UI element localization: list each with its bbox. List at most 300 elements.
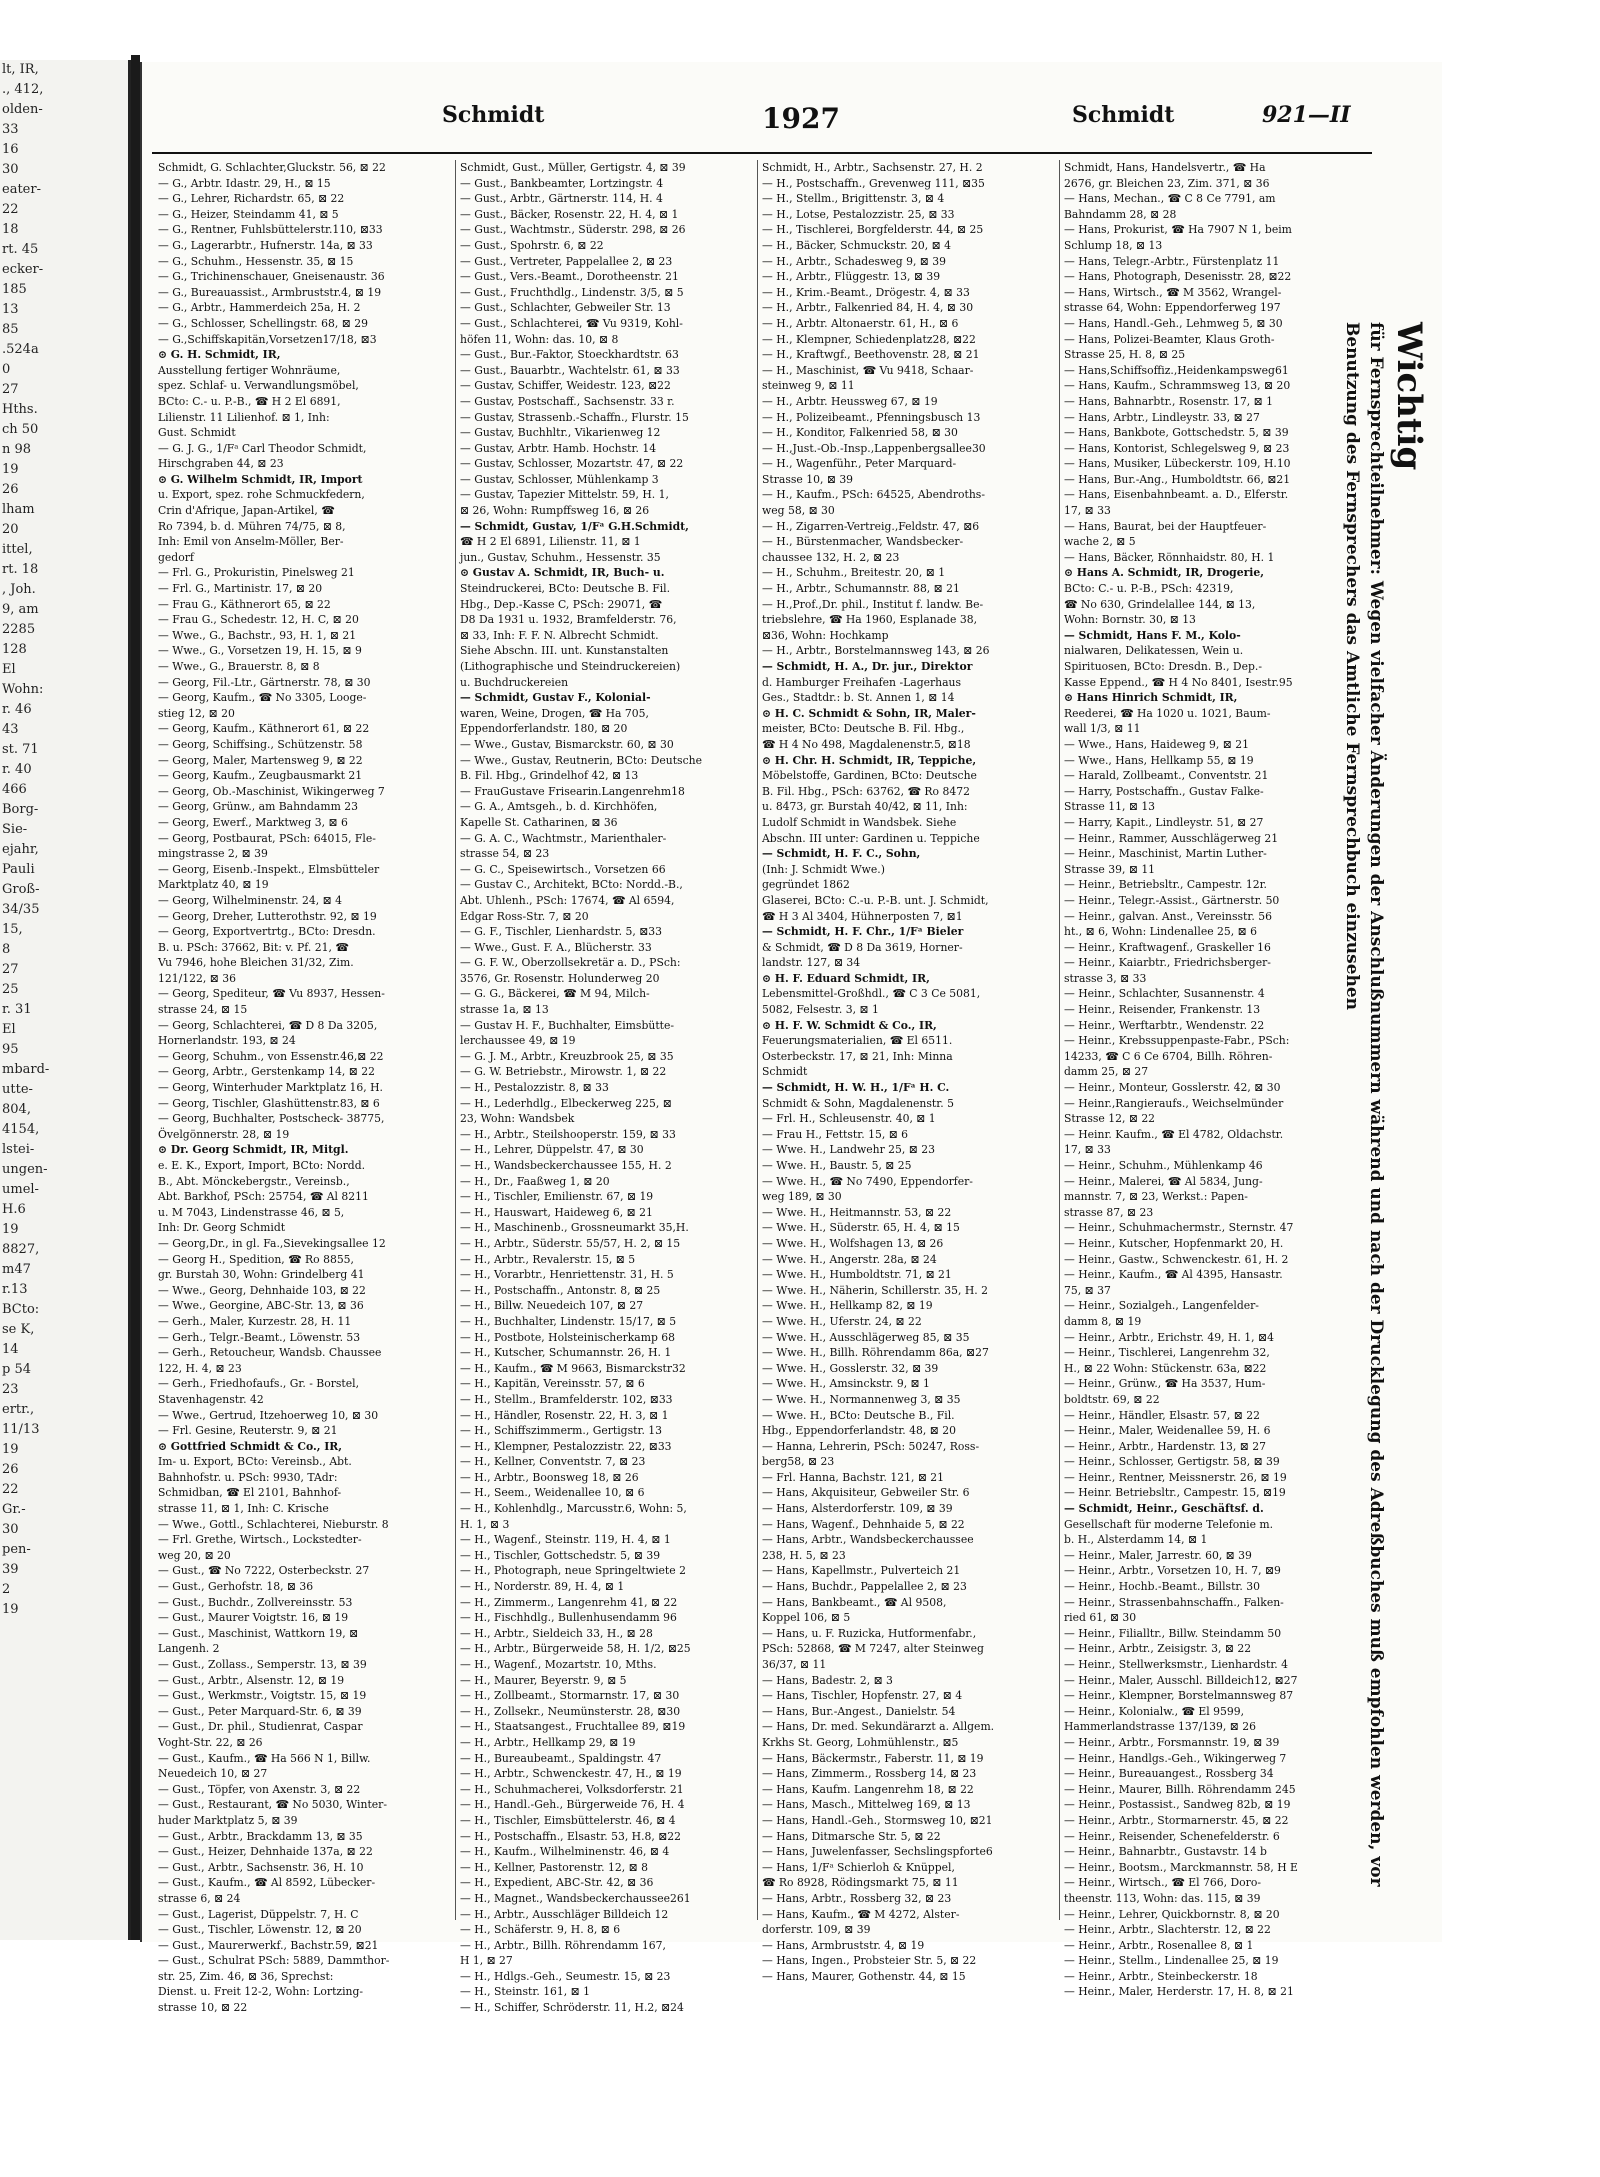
directory-entry-line: Crin d'Afrique, Japan-Artikel, ☎	[158, 504, 335, 518]
prev-page-fragment: ., 412,	[2, 82, 44, 97]
directory-entry-line: Gesellschaft für moderne Telefonie m.	[1064, 1517, 1274, 1531]
prev-page-fragment: 22	[2, 1482, 19, 1497]
directory-entry-line: — Gust., Bankbeamter, Lortzingstr. 4	[460, 176, 664, 190]
directory-entry-line: Abschn. III unter: Gardinen u. Teppiche	[762, 831, 980, 845]
directory-entry-line: Hirschgraben 44, ⊠ 23	[158, 457, 284, 471]
directory-entry-line: Koppel 106, ⊠ 5	[762, 1611, 851, 1625]
prev-page-fragment: p 54	[2, 1362, 31, 1377]
directory-entry-line: — Gust., Buchdr., Zollvereinsstr. 53	[158, 1595, 353, 1609]
directory-entry-line: — Hans, Photograph, Desenisstr. 28, ⊠22	[1064, 270, 1292, 284]
directory-entry-line: — H., Tischlerei, Borgfelderstr. 44, ⊠ 25	[762, 223, 984, 237]
directory-entry-line: Lebensmittel-Großhdl., ☎ C 3 Ce 5081,	[762, 987, 981, 1001]
directory-entry-line: — Gust., Bäcker, Rosenstr. 22, H. 4, ⊠ 1	[460, 207, 679, 221]
directory-entry-line: — Wwe. H., Süderstr. 65, H. 4, ⊠ 15	[762, 1221, 960, 1235]
prev-page-fragment: ertr.,	[2, 1402, 35, 1417]
directory-entry-line: — H., Maurer, Beyerstr. 9, ⊠ 5	[460, 1673, 627, 1687]
directory-entry-line: — H., Pestalozzistr. 8, ⊠ 33	[460, 1081, 609, 1095]
directory-entry-line: — Hans, Handl.-Geh., Stormsweg 10, ⊠21	[762, 1813, 993, 1827]
directory-entry-line: — Hans, Wirtsch., ☎ M 3562, Wrangel-	[1064, 285, 1282, 299]
directory-entry-line: — Hans, Bäckermstr., Faberstr. 11, ⊠ 19	[762, 1751, 984, 1765]
prev-page-fragment: Pauli	[2, 862, 35, 877]
directory-entry-line: 36/37, ⊠ 11	[762, 1658, 827, 1671]
directory-entry-line: höfen 11, Wohn: das. 10, ⊠ 8	[460, 332, 619, 346]
directory-entry-line: — Wwe., Gustav, Bismarckstr. 60, ⊠ 30	[460, 737, 674, 751]
directory-entry-line: ☎ H 3 Al 3404, Hühnerposten 7, ⊠1	[762, 909, 963, 923]
directory-entry-line: Schmidt, Gust., Müller, Gertigstr. 4, ⊠ 39	[460, 161, 686, 174]
header-left-name: Schmidt	[442, 102, 545, 128]
directory-entry-line: — H., Expedient, ABC-Str. 42, ⊠ 36	[460, 1876, 654, 1890]
directory-entry-line: Schlump 18, ⊠ 13	[1064, 238, 1163, 252]
directory-entry-line: — Frl. Hanna, Bachstr. 121, ⊠ 21	[762, 1470, 945, 1484]
directory-entry-line: — Heinr., Lehrer, Quickbornstr. 8, ⊠ 20	[1064, 1907, 1280, 1921]
directory-entry-line: — H., Arbtr., Bürgerweide 58, H. 1/2, ⊠25	[460, 1642, 691, 1656]
directory-entry-line: — Heinr., Maurer, Billh. Röhrendamm 245	[1064, 1782, 1296, 1796]
directory-entry-line: — Heinr., Stellm., Lindenallee 25, ⊠ 19	[1064, 1954, 1279, 1968]
prev-page-fragment: 0	[2, 362, 11, 377]
directory-entry-line: — Hans, Kaufm., ☎ M 4272, Alster-	[762, 1907, 960, 1921]
directory-entry-line: — Heinr., Schuhm., Mühlenkamp 46	[1064, 1159, 1263, 1172]
directory-entry-line: — G., Lagerarbtr., Hufnerstr. 14a, ⊠ 33	[158, 238, 373, 252]
prev-page-fragment: 804,	[2, 1102, 31, 1117]
directory-entry-line: — Hans, Alsterdorferstr. 109, ⊠ 39	[762, 1502, 953, 1516]
directory-entry-line: — Gust., Fruchthdlg., Lindenstr. 3/5, ⊠ 5	[460, 285, 684, 299]
directory-entry-line: — Hans, 1/Fᵃ Schierloh & Knüppel,	[762, 1860, 955, 1874]
directory-entry-line: — Heinr. Kaufm., ☎ El 4782, Oldachstr.	[1064, 1127, 1284, 1141]
directory-entry-line: — H., Tischler, Eimsbüttelerstr. 46, ⊠ 4	[460, 1813, 676, 1827]
prev-page-fragment: 43	[2, 722, 19, 737]
directory-entry-line: — Gust., Vers.-Beamt., Dorotheenstr. 21	[460, 270, 679, 284]
directory-entry-line: ⊙ Gustav A. Schmidt, IR, Buch- u.	[460, 566, 665, 580]
directory-entry-line: — G., Schlosser, Schellingstr. 68, ⊠ 29	[158, 316, 368, 330]
directory-entry-line: — H., Bureaubeamt., Spaldingstr. 47	[460, 1751, 662, 1765]
directory-entry-line: — Hans, Arbtr., Rossberg 32, ⊠ 23	[762, 1891, 952, 1905]
directory-entry-line: — Frau G., Käthnerort 65, ⊠ 22	[158, 597, 331, 611]
directory-entry-line: Lilienstr. 11 Lilienhof. ⊠ 1, Inh:	[158, 410, 330, 424]
directory-entry-line: — H., Kaufm., Wilhelminenstr. 46, ⊠ 4	[460, 1845, 670, 1859]
directory-entry-line: ⊙ Dr. Georg Schmidt, IR, Mitgl.	[158, 1143, 349, 1157]
prev-page-fragment: 34/35	[2, 902, 40, 917]
directory-entry-line: strasse 10, ⊠ 22	[158, 2001, 248, 2015]
prev-page-fragment: 16	[2, 142, 19, 157]
directory-entry-line: triebslehre, ☎ Ha 1960, Esplanade 38,	[762, 613, 978, 627]
directory-entry-line: gedorf	[158, 550, 194, 564]
directory-entry-line: Eppendorferlandstr. 180, ⊠ 20	[460, 722, 628, 736]
directory-entry-line: — Heinr., Kraftwagenf., Graskeller 16	[1064, 940, 1271, 954]
prev-page-fragment: 18	[2, 222, 19, 237]
directory-entry-line: strasse 1a, ⊠ 13	[460, 1003, 549, 1017]
directory-entry-line: — Georg, Eisenb.-Inspekt., Elmsbütteler	[158, 862, 380, 876]
directory-entry-line: ⊠ 33, Inh: F. F. N. Albrecht Schmidt.	[460, 628, 659, 642]
directory-entry-line: — G. J. G., 1/Fᵃ Carl Theodor Schmidt,	[158, 441, 367, 455]
directory-entry-line: — Harald, Zollbeamt., Conventstr. 21	[1064, 769, 1269, 783]
directory-entry-line: Siehe Abschn. III. unt. Kunstanstalten	[460, 644, 669, 658]
directory-entry-line: — Heinr. Betriebsltr., Campestr. 15, ⊠19	[1064, 1486, 1286, 1500]
directory-entry-line: — Heinr., Kaiarbtr., Friedrichsberger-	[1064, 956, 1271, 970]
directory-entry-line: — Heinr., Schlosser, Gertigstr. 58, ⊠ 39	[1064, 1455, 1280, 1469]
directory-entry-line: — Heinr., Arbtr., Forsmannstr. 19, ⊠ 39	[1064, 1735, 1280, 1749]
directory-entry-line: — Gust., Kaufm., ☎ Al 8592, Lübecker-	[158, 1876, 376, 1890]
directory-entry-line: H., ⊠ 22 Wohn: Stückenstr. 63a, ⊠22	[1064, 1361, 1267, 1375]
directory-entry-line: — Schmidt, H. A., Dr. jur., Direktor	[762, 660, 973, 673]
directory-entry-line: — Gerh., Friedhofaufs., Gr. - Borstel,	[158, 1377, 360, 1391]
directory-entry-line: — Wwe. H., Uferstr. 24, ⊠ 22	[762, 1314, 922, 1328]
directory-entry-line: — Heinr., Arbtr., Stormarnerstr. 45, ⊠ 22	[1064, 1813, 1289, 1827]
directory-entry-line: — H., Schuhmacherei, Volksdorferstr. 21	[460, 1782, 684, 1796]
directory-entry-line: & Schmidt, ☎ D 8 Da 3619, Horner-	[762, 940, 963, 954]
directory-entry-line: — Frl. G., Prokuristin, Pinelsweg 21	[158, 566, 355, 580]
prev-page-fragment: r. 31	[2, 1002, 32, 1017]
directory-entry-line: — Heinr., Kutscher, Hopfenmarkt 20, H.	[1064, 1236, 1284, 1250]
directory-entry-line: — Hans, Arbtr., Wandsbeckerchaussee	[762, 1533, 974, 1547]
directory-entry-line: u. M 7043, Lindenstrasse 46, ⊠ 5,	[158, 1205, 345, 1219]
directory-entry-line: — Gustav, Schlosser, Mozartstr. 47, ⊠ 22	[460, 457, 684, 471]
prev-page-fragment: se K,	[2, 1322, 35, 1337]
directory-entry-line: — Gust., ☎ No 7222, Osterbeckstr. 27	[158, 1564, 370, 1578]
directory-entry-line: — Gerh., Retoucheur, Wandsb. Chaussee	[158, 1346, 382, 1360]
directory-entry-line: — Heinr., Maler, Jarrestr. 60, ⊠ 39	[1064, 1548, 1252, 1562]
prev-page-fragment: 95	[2, 1042, 19, 1057]
directory-entry-line: — H., Steinstr. 161, ⊠ 1	[460, 1985, 591, 1999]
directory-entry-line: — G.,Schiffskapitän,Vorsetzen17/18, ⊠3	[158, 332, 377, 346]
directory-entry-line: Inh: Dr. Georg Schmidt	[158, 1221, 286, 1235]
directory-entry-line: — Wwe. H., Humboldtstr. 71, ⊠ 21	[762, 1268, 952, 1282]
prev-page-fragment: lham	[2, 502, 35, 517]
directory-entry-line: — Wwe., Georgine, ABC-Str. 13, ⊠ 36	[158, 1299, 364, 1313]
directory-entry-line: — Hans, Kontorist, Schlegelsweg 9, ⊠ 23	[1064, 441, 1290, 455]
directory-entry-line: — Wwe. H., Wolfshagen 13, ⊠ 26	[762, 1236, 944, 1250]
directory-entry-line: — Hans, Wagenf., Dehnhaide 5, ⊠ 22	[762, 1517, 965, 1531]
directory-entry-line: — Hans, Prokurist, ☎ Ha 7907 N 1, beim	[1064, 223, 1292, 237]
prev-page-fragment: r.13	[2, 1282, 28, 1297]
prev-page-fragment: 30	[2, 1522, 19, 1537]
directory-entry-line: d. Hamburger Freihafen -Lagerhaus	[762, 675, 962, 689]
directory-entry-line: 238, H. 5, ⊠ 23	[762, 1548, 846, 1562]
directory-entry-line: — Gust., Maschinist, Wattkorn 19, ⊠	[158, 1626, 359, 1640]
directory-entry-line: — Heinr., Händler, Elsastr. 57, ⊠ 22	[1064, 1408, 1260, 1422]
column-divider	[455, 160, 456, 1920]
directory-entry-line: — Hans, Handl.-Geh., Lehmweg 5, ⊠ 30	[1064, 316, 1283, 330]
directory-entry-line: — G. F., Tischler, Lienhardstr. 5, ⊠33	[460, 925, 662, 939]
prev-page-fragment: 15,	[2, 922, 23, 937]
directory-entry-line: — Heinr., Grünw., ☎ Ha 3537, Hum-	[1064, 1377, 1266, 1391]
directory-entry-line: — Wwe. H., Normannenweg 3, ⊠ 35	[762, 1392, 961, 1406]
directory-entry-line: — Heinr., Malerei, ☎ Al 5834, Jung-	[1064, 1174, 1263, 1188]
directory-entry-line: Abt. Uhlenh., PSch: 17674, ☎ Al 6594,	[460, 893, 675, 907]
directory-entry-line: — H., Bäcker, Schmuckstr. 20, ⊠ 4	[762, 238, 951, 252]
directory-entry-line: dorferstr. 109, ⊠ 39	[762, 1923, 871, 1937]
directory-entry-line: — Hans, Bankbeamt., ☎ Al 9508,	[762, 1595, 947, 1609]
directory-entry-line: — H., Zollbeamt., Stormarnstr. 17, ⊠ 30	[460, 1689, 680, 1703]
prev-page-fragment: lstei-	[2, 1142, 35, 1157]
prev-page-fragment: r. 46	[2, 702, 32, 717]
directory-entry-line: — Gust., Vertreter, Pappelallee 2, ⊠ 23	[460, 254, 673, 268]
prev-page-fragment: rt. 45	[2, 242, 39, 257]
directory-entry-line: — H., Postbote, Holsteinischerkamp 68	[460, 1330, 676, 1344]
directory-entry-line: Feuerungsmaterialien, ☎ El 6511.	[762, 1034, 953, 1048]
directory-entry-line: — Gust., Bur.-Faktor, Stoeckhardtstr. 63	[460, 348, 679, 362]
running-head	[142, 102, 1442, 152]
directory-entry-line: — Wwe. H., BCto: Deutsche B., Fil.	[762, 1408, 955, 1422]
directory-entry-line: — H., Arbtr. Altonaerstr. 61, H., ⊠ 6	[762, 316, 959, 330]
directory-entry-line: B., Abt. Mönckebergstr., Vereinsb.,	[158, 1174, 350, 1188]
directory-entry-line: — H., Magnet., Wandsbeckerchaussee261	[460, 1891, 691, 1905]
directory-entry-line: — Hans, Mechan., ☎ C 8 Ce 7791, am	[1064, 192, 1276, 206]
directory-entry-line: Hornerlandstr. 193, ⊠ 24	[158, 1034, 296, 1048]
directory-entry-line: — H., Stellm., Bramfelderstr. 102, ⊠33	[460, 1392, 673, 1406]
directory-entry-line: — Wwe., G., Brauerstr. 8, ⊠ 8	[158, 660, 320, 673]
prev-page-fragment: mbard-	[2, 1062, 50, 1077]
prev-page-fragment: utte-	[2, 1082, 33, 1097]
directory-entry-line: — H., Krim.-Beamt., Drögestr. 4, ⊠ 33	[762, 285, 970, 299]
side-notice	[1310, 322, 1430, 1922]
prev-page-fragment: m47	[2, 1262, 31, 1277]
directory-entry-line: — H., Zollsekr., Neumünsterstr. 28, ⊠30	[460, 1704, 681, 1718]
directory-entry-line: — H., Kellner, Conventstr. 7, ⊠ 23	[460, 1455, 646, 1469]
directory-entry-line: Bahnhofstr. u. PSch: 9930, TAdr:	[158, 1470, 338, 1484]
directory-entry-line: ⊙ Hans A. Schmidt, IR, Drogerie,	[1064, 566, 1265, 580]
directory-entry-line: — H., Arbtr., Schumannstr. 88, ⊠ 21	[762, 582, 960, 596]
directory-entry-line: Abt. Barkhof, PSch: 25754, ☎ Al 8211	[158, 1190, 369, 1204]
directory-entry-line: — H., Klempner, Schiedenplatz28, ⊠22	[762, 332, 976, 346]
directory-entry-line: — H., Arbtr., Falkenried 84, H. 4, ⊠ 30	[762, 301, 974, 315]
directory-entry-line: nialwaren, Delikatessen, Wein u.	[1064, 644, 1244, 658]
header-year: 1927	[762, 102, 840, 135]
directory-entry-line: — G. F. W., Oberzollsekretär a. D., PSch:	[460, 956, 681, 970]
directory-entry-line: B. u. PSch: 37662, Bit: v. Pf. 21, ☎	[158, 940, 349, 954]
directory-entry-line: — Heinr., Handlgs.-Geh., Wikingerweg 7	[1064, 1751, 1287, 1765]
directory-entry-line: — H., Arbtr., Steilshooperstr. 159, ⊠ 33	[460, 1127, 676, 1141]
directory-entry-line: — Wwe., Gustav, Reutnerin, BCto: Deutsche	[460, 753, 702, 767]
directory-entry-line: — Hans, Musiker, Lübeckerstr. 109, H.10	[1064, 457, 1291, 471]
directory-entry-line: — Georg, Postbaurat, PSch: 64015, Fle-	[158, 831, 376, 845]
directory-entry-line: — Heinr., Schlachter, Susannenstr. 4	[1064, 987, 1265, 1001]
directory-entry-line: — H., Tischler, Emilienstr. 67, ⊠ 19	[460, 1190, 654, 1204]
directory-entry-line: (Lithographische und Steindruckereien)	[460, 660, 681, 673]
directory-entry-line: — Hans, Armbruststr. 4, ⊠ 19	[762, 1938, 925, 1952]
directory-entry-line: gr. Burstah 30, Wohn: Grindelberg 41	[158, 1268, 365, 1282]
directory-entry-line: — Wwe., G., Bachstr., 93, H. 1, ⊠ 21	[158, 628, 357, 642]
directory-entry-line: — G., Bureauassist., Armbruststr.4, ⊠ 19	[158, 285, 382, 299]
directory-entry-line: — Gust., Maurer Voigtstr. 16, ⊠ 19	[158, 1611, 349, 1625]
directory-entry-line: gegründet 1862	[762, 878, 850, 892]
directory-entry-line: — Heinr., Krebssuppenpaste-Fabr., PSch:	[1064, 1034, 1290, 1048]
directory-entry-line: — Hans, Kaufm., Schrammsweg 13, ⊠ 20	[1064, 379, 1291, 393]
directory-entry-line: — H., Staatsangest., Fruchtallee 89, ⊠19	[460, 1720, 686, 1734]
directory-entry-line: — H., Arbtr., Boonsweg 18, ⊠ 26	[460, 1470, 639, 1484]
prev-page-fragment: 19	[2, 1442, 19, 1457]
prev-page-fragment: 30	[2, 162, 19, 177]
directory-entry-line: — Georg, Winterhuder Marktplatz 16, H.	[158, 1081, 383, 1095]
header-page-number: 921—II	[1262, 102, 1351, 128]
directory-entry-line: — H., Arbtr., Billh. Röhrendamm 167,	[460, 1938, 666, 1952]
directory-entry-line: Schmidt, Hans, Handelsvertr., ☎ Ha	[1064, 161, 1266, 174]
directory-entry-line: Kapelle St. Catharinen, ⊠ 36	[460, 815, 618, 829]
directory-entry-line: — Heinr., Filialltr., Billw. Steindamm 50	[1064, 1626, 1282, 1640]
header-right-name: Schmidt	[1072, 102, 1175, 128]
directory-entry-line: Vu 7946, hohe Bleichen 31/32, Zim.	[158, 956, 354, 970]
directory-entry-line: — H., Arbtr. Heussweg 67, ⊠ 19	[762, 394, 938, 408]
directory-entry-line: stieg 12, ⊠ 20	[158, 706, 235, 720]
directory-entry-line: — H., Schiffer, Schröderstr. 11, H.2, ⊠24	[460, 2001, 684, 2015]
directory-entry-line: — Heinr., Arbtr., Steinbeckerstr. 18	[1064, 1969, 1258, 1983]
prev-page-fragment: 185	[2, 282, 27, 297]
prev-page-fragment: , Joh.	[2, 582, 36, 597]
directory-entry-line: — Wwe. H., Hellkamp 82, ⊠ 19	[762, 1299, 933, 1313]
prev-page-fragment: 8	[2, 942, 11, 957]
directory-entry-line: — Gust., Maurerwerkf., Bachstr.59, ⊠21	[158, 1938, 379, 1952]
prev-page-fragment: lt, IR,	[2, 62, 39, 77]
prev-page-fragment: Sie-	[2, 822, 28, 837]
directory-entry-line: — Frl. H., Schleusenstr. 40, ⊠ 1	[762, 1112, 936, 1126]
prev-page-fragment: 19	[2, 462, 19, 477]
directory-entry-line: — Gustav, Postschaff., Sachsenstr. 33 r.	[460, 394, 675, 408]
directory-entry-line: Osterbeckstr. 17, ⊠ 21, Inh: Minna	[762, 1049, 953, 1063]
prev-page-fragment: olden-	[2, 102, 43, 117]
prev-page-fragment: st. 71	[2, 742, 39, 757]
directory-entry-line: — Hans, Tischler, Hopfenstr. 27, ⊠ 4	[762, 1689, 963, 1703]
directory-entry-line: — Georg, Schlachterei, ☎ D 8 Da 3205,	[158, 1018, 378, 1032]
directory-entry-line: — Wwe., Gust. F. A., Blücherstr. 33	[460, 940, 652, 954]
directory-entry-line: Ludolf Schmidt in Wandsbek. Siehe	[762, 815, 957, 829]
directory-entry-line: BCto: C.- u. P.-B., PSch: 42319,	[1064, 582, 1234, 596]
directory-entry-line: Krkhs St. Georg, Lohmühlenstr., ⊠5	[762, 1735, 959, 1749]
directory-entry-line: — Hans, Ingen., Probsteier Str. 5, ⊠ 22	[762, 1954, 977, 1968]
prev-page-fragment: ecker-	[2, 262, 44, 277]
directory-entry-line: spez. Schlaf- u. Verwandlungsmöbel,	[158, 379, 359, 393]
directory-entry-line: — H., Lederhdlg., Elbeckerweg 225, ⊠	[460, 1096, 672, 1110]
prev-page-fragment: .524a	[2, 342, 39, 357]
directory-entry-line: — Heinr., Maschinist, Martin Luther-	[1064, 847, 1267, 861]
directory-entry-line: — Heinr., Stellwerksmstr., Lienhardstr. 4	[1064, 1658, 1289, 1671]
directory-entry-line: — Georg, Dreher, Lutterothstr. 92, ⊠ 19	[158, 909, 377, 923]
directory-entry-line: Strasse 12, ⊠ 22	[1064, 1112, 1156, 1126]
directory-entry-line: mannstr. 7, ⊠ 23, Werkst.: Papen-	[1064, 1190, 1248, 1204]
directory-entry-line: — G. A., Amtsgeh., b. d. Kirchhöfen,	[460, 800, 658, 814]
directory-entry-line: — H., Wagenf., Mozartstr. 10, Mths.	[460, 1658, 657, 1671]
directory-entry-line: — H.,Prof.,Dr. phil., Institut f. landw. Be-	[762, 597, 984, 611]
directory-entry-line: — Hans, Ditmarsche Str. 5, ⊠ 22	[762, 1829, 941, 1843]
directory-entry-line: — Gust., Restaurant, ☎ No 5030, Winter-	[158, 1798, 387, 1812]
directory-entry-line: B. Fil. Hbg., PSch: 63762, ☎ Ro 8472	[762, 784, 970, 798]
directory-entry-line: — Heinr., Bahnarbtr., Gustavstr. 14 b	[1064, 1845, 1267, 1859]
prev-page-fragment: Hths.	[2, 402, 38, 417]
directory-entry-line: ⊠36, Wohn: Hochkamp	[762, 628, 889, 642]
directory-entry-line: — G. J. M., Arbtr., Kreuzbrook 25, ⊠ 35	[460, 1049, 674, 1063]
directory-entry-line: strasse 54, ⊠ 23	[460, 847, 550, 861]
directory-entry-line: — Wwe. H., Billh. Röhrendamm 86a, ⊠27	[762, 1346, 989, 1360]
directory-entry-line: — Georg, Maler, Martensweg 9, ⊠ 22	[158, 753, 363, 767]
directory-entry-line: Schmidt & Sohn, Magdalenenstr. 5	[762, 1096, 954, 1110]
directory-entry-line: 122, H. 4, ⊠ 23	[158, 1361, 242, 1375]
directory-entry-line: u. Export, spez. rohe Schmuckfedern,	[158, 488, 365, 502]
directory-entry-line: — Gust., Peter Marquard-Str. 6, ⊠ 39	[158, 1704, 362, 1718]
directory-entry-line: ☎ No 630, Grindelallee 144, ⊠ 13,	[1064, 597, 1256, 611]
directory-entry-line: ☎ Ro 8928, Rödingsmarkt 75, ⊠ 11	[762, 1876, 959, 1890]
directory-entry-line: strasse 11, ⊠ 1, Inh: C. Krische	[158, 1502, 329, 1516]
directory-entry-line: — G. A. C., Wachtmstr., Marienthaler-	[460, 831, 667, 845]
directory-entry-line: — G. C., Speisewirtsch., Vorsetzen 66	[460, 862, 666, 876]
directory-entry-line: — Hans,Schiffsoffiz.,Heidenkampsweg61	[1064, 363, 1289, 377]
directory-entry-line: — Heinr.,Rangieraufs., Weichselmünder	[1064, 1096, 1284, 1110]
directory-entry-line: u. Buchdruckereien	[460, 675, 569, 689]
directory-entry-line: — Schmidt, Hans F. M., Kolo-	[1064, 628, 1241, 642]
directory-entry-line: ⊙ H. F. W. Schmidt & Co., IR,	[762, 1018, 937, 1032]
directory-entry-line: — Hans, u. F. Ruzicka, Hutformenfabr.,	[762, 1626, 977, 1640]
directory-entry-line: — Heinr., Monteur, Gosslerstr. 42, ⊠ 30	[1064, 1081, 1281, 1095]
prev-page-fragment: 27	[2, 962, 19, 977]
directory-entry-line: Möbelstoffe, Gardinen, BCto: Deutsche	[762, 769, 977, 783]
directory-entry-line: — Frau G., Schedestr. 12, H. C, ⊠ 20	[158, 613, 359, 627]
directory-entry-line: Ro 7394, b. d. Mühren 74/75, ⊠ 8,	[158, 519, 346, 533]
directory-entry-line: — H., Stellm., Brigittenstr. 3, ⊠ 4	[762, 192, 945, 206]
directory-entry-line: — Schmidt, H. W. H., 1/Fᵃ H. C.	[762, 1081, 950, 1095]
directory-entry-line: — Gust., Arbtr., Gärtnerstr. 114, H. 4	[460, 192, 663, 206]
directory-entry-line: — Wwe. H., Baustr. 5, ⊠ 25	[762, 1159, 912, 1172]
directory-entry-line: PSch: 52868, ☎ M 7247, alter Steinweg	[762, 1642, 984, 1656]
directory-entry-line: weg 20, ⊠ 20	[158, 1548, 231, 1562]
directory-entry-line: 17, ⊠ 33	[1064, 504, 1111, 518]
prev-page-fragment: umel-	[2, 1182, 39, 1197]
directory-entry-line: — Heinr., Maler, Herderstr. 17, H. 8, ⊠ 21	[1064, 1985, 1294, 1999]
directory-entry-line: ☎ H 2 El 6891, Lilienstr. 11, ⊠ 1	[460, 535, 641, 549]
directory-entry-line: — H., Wagenführ., Peter Marquard-	[762, 457, 957, 471]
directory-entry-line: Inh: Emil von Anselm-Möller, Ber-	[158, 535, 344, 549]
directory-entry-line: BCto: C.- u. P.-B., ☎ H 2 El 6891,	[158, 394, 341, 408]
directory-entry-line: — H., Postschaffn., Grevenweg 111, ⊠35	[762, 176, 985, 190]
prev-page-fragment: BCto:	[2, 1302, 40, 1317]
directory-entry-line: — Hans, Buchdr., Pappelallee 2, ⊠ 23	[762, 1580, 967, 1594]
directory-entry-line: — Gustav H. F., Buchhalter, Eimsbütte-	[460, 1018, 675, 1032]
prev-page-fragment: ittel,	[2, 542, 33, 557]
prev-page-fragment: H.6	[2, 1202, 26, 1217]
prev-page-fragment: 20	[2, 522, 19, 537]
directory-entry-line: wall 1/3, ⊠ 11	[1064, 722, 1141, 736]
column-1	[158, 160, 453, 2015]
directory-entry-line: — H., Kaufm., PSch: 64525, Abendroths-	[762, 488, 985, 502]
prev-page-fragment: ejahr,	[2, 842, 39, 857]
directory-entry-line: Schmidt	[762, 1065, 808, 1079]
directory-entry-line: — Georg, Spediteur, ☎ Vu 8937, Hessen-	[158, 987, 385, 1001]
prev-page-fragment: 27	[2, 382, 19, 397]
directory-entry-line: 75, ⊠ 37	[1064, 1283, 1111, 1297]
directory-entry-line: Voght-Str. 22, ⊠ 26	[158, 1735, 263, 1749]
prev-page-fragment: 23	[2, 1382, 19, 1397]
directory-entry-line: — Wwe., Hans, Haideweg 9, ⊠ 21	[1064, 737, 1249, 751]
directory-entry-line: — Gust., Schlachter, Gebweiler Str. 13	[460, 301, 671, 315]
directory-entry-line: — Hans, Telegr.-Arbtr., Fürstenplatz 11	[1064, 254, 1280, 268]
directory-entry-line: — Gust., Arbtr., Alsenstr. 12, ⊠ 19	[158, 1673, 345, 1687]
directory-entry-line: — Heinr., Kaufm., ☎ Al 4395, Hansastr.	[1064, 1268, 1283, 1282]
directory-entry-line: Dienst. u. Freit 12-2, Wohn: Lortzing-	[158, 1985, 364, 1999]
prev-page-fragment: n 98	[2, 442, 32, 457]
directory-entry-line: — H., Vorarbtr., Henriettenstr. 31, H. 5	[460, 1268, 674, 1282]
directory-entry-line: — Georg,Dr., in gl. Fa.,Sievekingsallee 12	[158, 1236, 386, 1250]
directory-entry-line: ⊙ H. Chr. H. Schmidt, IR, Teppiche,	[762, 753, 977, 767]
directory-entry-line: — Harry, Kapit., Lindleystr. 51, ⊠ 27	[1064, 815, 1264, 829]
directory-entry-line: Ges., Stadtdr.: b. St. Annen 1, ⊠ 14	[762, 691, 955, 705]
directory-entry-line: — H., Lotse, Pestalozzistr. 25, ⊠ 33	[762, 207, 955, 221]
directory-entry-line: ⊙ H. F. Eduard Schmidt, IR,	[762, 971, 930, 985]
directory-entry-line: Hbg., Eppendorferlandstr. 48, ⊠ 20	[762, 1424, 956, 1438]
directory-entry-line: — Heinr., Arbtr., Slachterstr. 12, ⊠ 22	[1064, 1923, 1271, 1937]
directory-entry-line: Im- u. Export, BCto: Vereinsb., Abt.	[158, 1455, 352, 1469]
prev-page-fragment: 466	[2, 782, 27, 797]
directory-entry-line: — G. W. Betriebstr., Mirowstr. 1, ⊠ 22	[460, 1065, 667, 1079]
directory-entry-line: e. E. K., Export, Import, BCto: Nordd.	[158, 1159, 366, 1172]
directory-entry-line: — H., Photograph, neue Springeltwiete 2	[460, 1564, 686, 1578]
directory-entry-line: — Heinr., galvan. Anst., Vereinsstr. 56	[1064, 909, 1272, 923]
directory-entry-line: — Wwe. H., Amsinckstr. 9, ⊠ 1	[762, 1377, 930, 1391]
